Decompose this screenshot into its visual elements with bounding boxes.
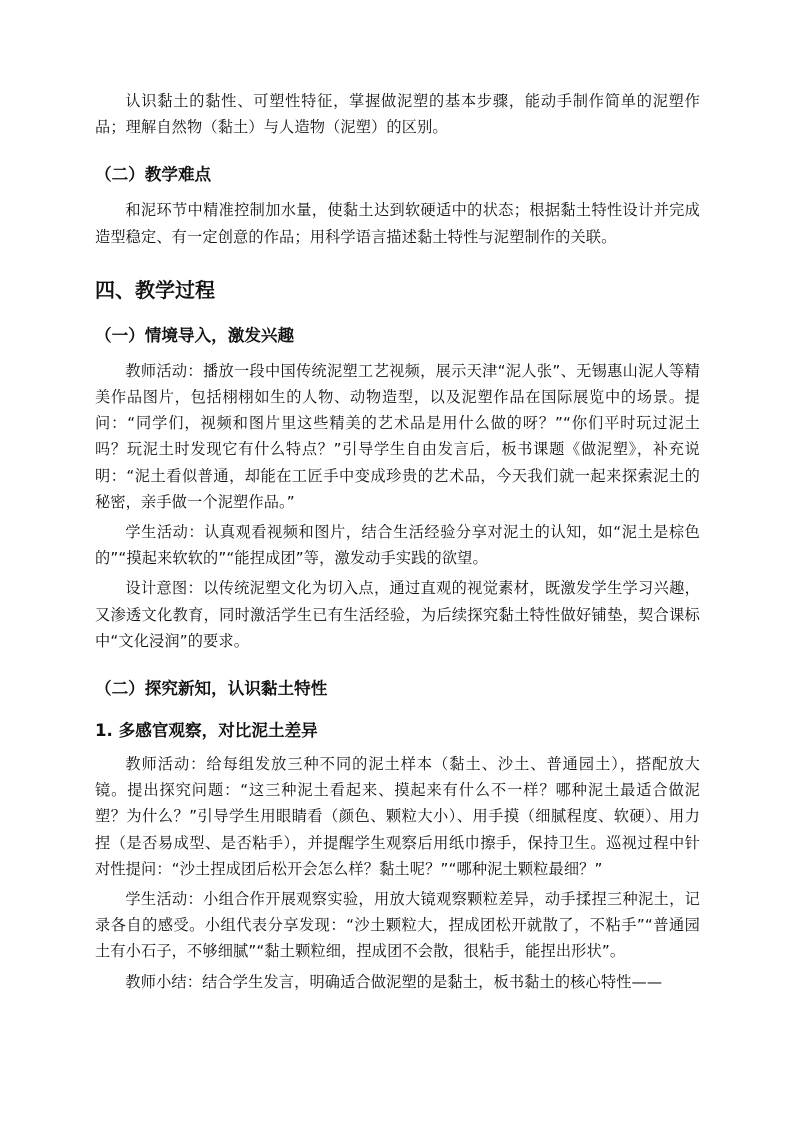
paragraph-student-activity-observe: 学生活动：小组合作开展观察实验，用放大镜观察颗粒差异，动手揉捏三种泥土，记录各自的感受。小组代表分享发现：“沙土颗粒大，捏成团松开就散了，不粘手”“普通园土有小石子，不够细腻”“黏土颗粒细，捏成团不会散，很粘手，能捏出形状”。 bbox=[95, 890, 700, 961]
heading-intro: （一）情境导入，激发兴趣 bbox=[95, 325, 295, 345]
heading-observe: 1. 多感官观察，对比泥土差异 bbox=[95, 721, 318, 741]
paragraph-student-activity-intro: 学生活动：认真观看视频和图片，结合生活经验分享对泥土的认知，如“泥土是棕色的”“摸起来软软的”“能捏成团”等，激发动手实践的欲望。 bbox=[95, 523, 700, 568]
paragraph-design-intent: 设计意图：以传统泥塑文化为切入点，通过直观的视觉素材，既激发学生学习兴趣，又渗透文化教育，同时激活学生已有生活经验，为后续探究黏土特性做好铺垫，契合课标中“文化浸润”的要求。 bbox=[95, 579, 700, 650]
heading-teaching-process: 四、教学过程 bbox=[95, 277, 215, 302]
document-page bbox=[95, 88, 700, 995]
paragraph-teacher-summary: 教师小结：结合学生发言，明确适合做泥塑的是黏土，板书黏土的核心特性—— bbox=[125, 972, 663, 991]
heading-explore: （二）探究新知，认识黏土特性 bbox=[95, 679, 328, 699]
paragraph-objective: 认识黏土的黏性、可塑性特征，掌握做泥塑的基本步骤，能动手制作简单的泥塑作品；理解自然物（黏土）与人造物（泥塑）的区别。 bbox=[95, 92, 700, 137]
paragraph-teacher-activity-intro: 教师活动：播放一段中国传统泥塑工艺视频，展示天津“泥人张”、无锡惠山泥人等精美作品图片，包括栩栩如生的人物、动物造型，以及泥塑作品在国际展览中的场景。提问：“同学们，视频和图片里这些精美的艺术品是用什么做的呀？”“你们平时玩过泥土吗？玩泥土时发现它有什么特点？”引导学生自由发言后，板书课题《做泥塑》，补充说明：“泥土看似普通，却能在工匠手中变成珍贵的艺术品，今天我们就一起来探索泥土的秘密，亲手做一个泥塑作品。” bbox=[95, 361, 700, 511]
heading-teaching-difficulty: （二）教学难点 bbox=[95, 165, 212, 185]
paragraph-difficulty: 和泥环节中精准控制加水量，使黏土达到软硬适中的状态；根据黏土特性设计并完成造型稳定、有一定创意的作品；用科学语言描述黏土特性与泥塑制作的关联。 bbox=[95, 201, 700, 246]
paragraph-teacher-activity-observe: 教师活动：给每组发放三种不同的泥土样本（黏土、沙土、普通园土），搭配放大镜。提出探究问题：“这三种泥土看起来、摸起来有什么不一样？哪种泥土最适合做泥塑？为什么？”引导学生用眼睛看（颜色、颗粒大小）、用手摸（细腻程度、软硬）、用力捏（是否易成型、是否粘手），并提醒学生观察后用纸巾擦手，保持卫生。巡视过程中针对性提问：“沙土捏成团后松开会怎么样？黏土呢？”“哪种泥土颗粒最细？” bbox=[95, 755, 700, 878]
